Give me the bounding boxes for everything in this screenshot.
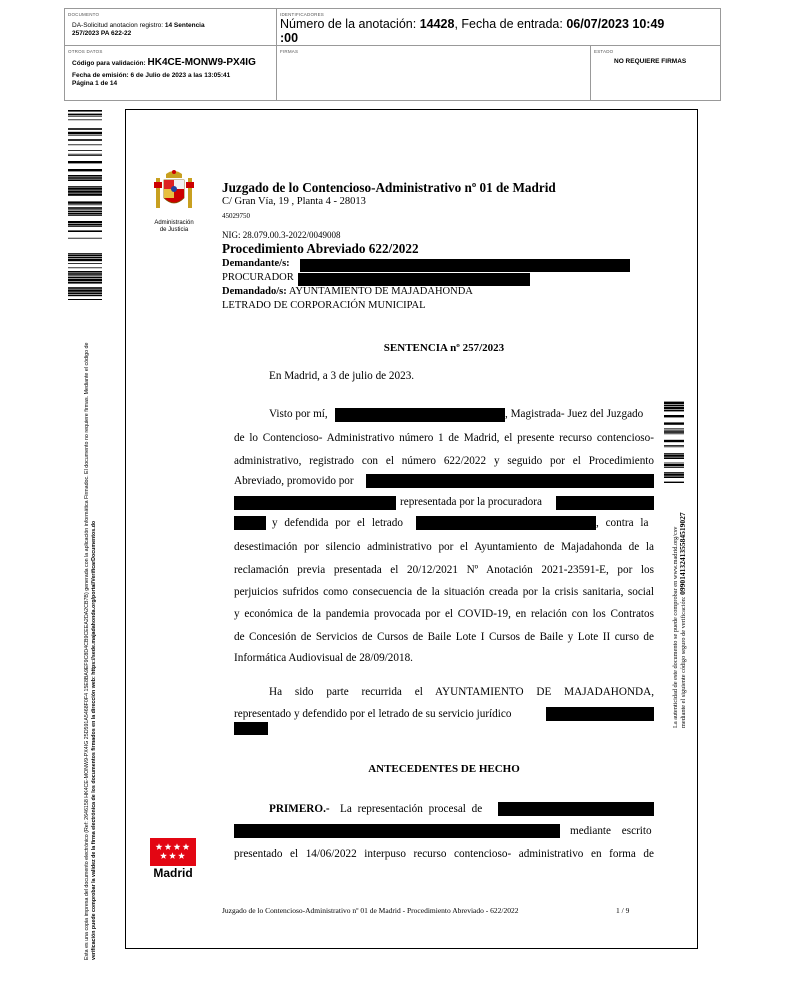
barcode-bar	[664, 457, 684, 459]
fecha-value-continued: :00	[280, 31, 299, 45]
barcode-bar	[68, 110, 102, 112]
documento-bold: 14 Sentencia	[164, 22, 205, 29]
barcode-bar	[68, 238, 102, 239]
p1-magistrada: , Magistrada- Juez del Juzgado	[505, 408, 644, 420]
barcode-bar	[68, 215, 102, 216]
fecha-prefix: , Fecha de entrada:	[454, 17, 563, 31]
nig: NIG: 28.079.00.3-2022/0049008	[222, 230, 341, 240]
admin-line1: Administración	[154, 220, 194, 226]
coat-of-arms-icon	[152, 168, 196, 222]
barcode-bar	[68, 139, 102, 141]
csv-line2	[679, 488, 687, 728]
barcode-bar	[664, 428, 684, 429]
barcode-bar	[68, 177, 102, 179]
redaction-procuradora-cont	[234, 516, 266, 530]
footer-page: 1 / 9	[616, 906, 630, 915]
barcode-bar	[68, 114, 102, 116]
barcode-bar	[68, 179, 102, 181]
barcode-bar	[664, 410, 684, 412]
p2-line1: Ha sido parte recurrida el AYUNTAMIENTO DE MAJADAHONDA,	[269, 686, 654, 698]
codigo-validacion	[72, 57, 256, 68]
barcode-bar	[68, 267, 102, 268]
codigo-prefix: Código para validación:	[72, 60, 146, 67]
redaction-entidad	[234, 496, 396, 510]
p1-line12: Informática Audiovisual de 28/09/2018.	[234, 652, 413, 664]
barcode-bar	[68, 193, 102, 195]
estado-value: NO REQUIERE FIRMAS	[614, 58, 687, 65]
documento-label: DOCUMENTO	[68, 12, 100, 17]
left-verification-line1: Esta es una copia impresa del documento electrónico (Ref: 2646158 HK4CE-MONW9-PX4IG 25D591A5468F0F4 15E8BA9EF9C8D4CB9CEEA2DA2CB7B) generada con la aplicación informática Firmadoc. El documento no requiere firmas. Mediante el código de	[84, 342, 90, 960]
barcode-bar	[68, 257, 102, 259]
left-barcode	[68, 110, 102, 300]
barcode-bar	[68, 209, 102, 210]
barcode-bar	[68, 155, 102, 156]
barcode-bar	[664, 405, 684, 407]
p1-line5: representada por la procuradora	[400, 496, 542, 508]
barcode-bar	[68, 128, 102, 130]
barcode-bar	[68, 254, 102, 256]
barcode-bar	[68, 230, 102, 232]
barcode-bar	[68, 201, 102, 203]
anotacion-prefix: Número de la anotación:	[280, 17, 417, 31]
barcode-bar	[664, 407, 684, 409]
barcode-bar	[664, 402, 684, 404]
p1-line11: de Concesión de Servicios de Cursos de Baile Lote I Cursos de Baile y Lote II curso de	[234, 631, 654, 643]
barcode-bar	[68, 271, 102, 273]
p1-line6a: y defendida por el letrado	[272, 517, 403, 529]
left-verification-text	[84, 290, 98, 960]
barcode-bar	[68, 211, 102, 213]
procedure-title: Procedimiento Abreviado 622/2022	[222, 241, 419, 256]
otros-datos-label: OTROS DATOS	[68, 49, 103, 54]
sentencia-title: SENTENCIA nº 257/2023	[383, 342, 505, 354]
redaction-representacion	[498, 802, 654, 816]
barcode-bar	[68, 263, 102, 264]
p2-line2: representado y defendido por el letrado de su servicio jurídico	[234, 708, 512, 720]
firmas-label: FIRMAS	[280, 49, 299, 54]
barcode-bar	[68, 221, 102, 223]
barcode-bar	[664, 472, 684, 473]
place-date: En Madrid, a 3 de julio de 2023.	[269, 370, 415, 382]
p1-line6b: , contra la	[596, 517, 649, 529]
demandado-label: Demandado/s:	[222, 286, 287, 297]
court-code: 45029750	[222, 212, 250, 220]
court-name: Juzgado de lo Contencioso-Administrativo nº 01 de Madrid	[222, 180, 556, 195]
barcode-bar	[68, 279, 102, 281]
barcode-bar	[664, 431, 684, 433]
barcode-bar	[664, 476, 684, 478]
page-frame	[125, 109, 698, 949]
barcode-bar	[68, 144, 102, 145]
redaction-magistrada	[335, 408, 505, 422]
admin-justicia-label	[146, 220, 202, 234]
redaction-letrado	[416, 516, 596, 530]
barcode-bar	[664, 440, 684, 442]
documento-line2: 257/2023 PA 622-22	[72, 30, 132, 37]
letrado-corporacion: LETRADO DE CORPORACIÓN MUNICIPAL	[222, 300, 426, 311]
barcode-bar	[664, 482, 684, 483]
anotacion-line	[280, 17, 664, 31]
barcode-bar	[68, 226, 102, 227]
madrid-flag-icon	[150, 838, 196, 866]
barcode-bar	[68, 204, 102, 205]
p1-visto: Visto por mí,	[269, 408, 328, 420]
court-address: C/ Gran Vía, 19 , Planta 4 - 28013	[222, 196, 366, 207]
redaction-letrado-juridico-cont	[234, 722, 268, 735]
madrid-label: Madrid	[153, 866, 193, 880]
right-csv-text	[672, 488, 687, 728]
right-barcode	[664, 395, 684, 483]
p1-line4: Abreviado, promovido por	[234, 475, 354, 487]
barcode-bar	[664, 422, 684, 424]
documento-prefix: DA-Solicitud anotacion registro:	[72, 22, 164, 29]
barcode-bar	[68, 187, 102, 189]
barcode-bar	[68, 190, 102, 192]
left-verification-line2: verificación puede comprobar la validez de la firma electrónica de los documentos firmados en la dirección web: https://sede.majadahonda.org/portal/VerificarDocumentos.do	[91, 520, 97, 960]
redaction-procuradora	[556, 496, 654, 510]
redaction-procurador	[298, 273, 530, 286]
barcode-bar	[68, 116, 102, 117]
barcode-bar	[68, 224, 102, 226]
antecedentes-heading: ANTECEDENTES DE HECHO	[368, 763, 520, 775]
barcode-bar	[664, 433, 684, 434]
barcode-bar	[68, 169, 102, 171]
p3-line1: La representación procesal de	[340, 803, 483, 815]
firmas-cell	[276, 45, 591, 101]
redaction-promovido	[366, 474, 654, 488]
barcode-bar	[68, 213, 102, 215]
barcode-bar	[68, 253, 102, 254]
demandante-label: Demandante/s:	[222, 258, 290, 269]
barcode-bar	[664, 467, 684, 468]
p3-line2: mediante escrito	[570, 825, 652, 837]
codigo-value: HK4CE-MONW9-PX4IG	[147, 57, 256, 68]
fecha-value: 06/07/2023 10:49	[566, 17, 665, 31]
documento-line1	[72, 22, 205, 30]
redaction-letrado-juridico	[546, 707, 654, 721]
p3-line3: presentado el 14/06/2022 interpuso recurso contencioso- administrativo en forma de	[234, 848, 654, 860]
barcode-bar	[68, 150, 102, 151]
procurador-label: PROCURADOR	[222, 272, 294, 283]
barcode-bar	[68, 273, 102, 275]
pagina-info: Página 1 de 14	[72, 80, 118, 87]
barcode-bar	[664, 453, 684, 454]
barcode-bar	[68, 207, 102, 209]
barcode-bar	[68, 275, 102, 276]
demandado-line	[222, 286, 473, 297]
barcode-bar	[68, 282, 102, 284]
barcode-bar	[664, 445, 684, 446]
csv-line1: La autenticidad de este documento se puede comprobar en www.madrid.org/csv	[672, 526, 679, 728]
barcode-bar	[68, 161, 102, 163]
p1-line3: administrativo, registrado con el número 622/2022 y seguido por el Procedimiento	[234, 455, 654, 467]
barcode-bar	[68, 119, 102, 120]
barcode-bar	[68, 132, 102, 134]
p1-line2: de lo Contencioso- Administrativo número 1 de Madrid, el presente recurso contencioso-	[234, 432, 654, 444]
csv-code: 0990141324135584519027	[678, 512, 688, 595]
anotacion-number: 14428	[419, 17, 455, 31]
barcode-bar	[664, 430, 684, 431]
redaction-demandante	[300, 259, 630, 272]
barcode-bar	[68, 154, 102, 155]
identificadores-label: IDENTIFICADORES	[280, 12, 325, 17]
csv-line2-text: mediante el siguiente código seguro de verificación:	[680, 596, 688, 728]
admin-line2: de Justicia	[159, 227, 189, 233]
p1-line9: perjuicios sufridos como consecuencia de la situación creada por la crisis sanitaria, social	[234, 586, 654, 598]
barcode-bar	[68, 135, 102, 136]
redaction-representacion-cont	[234, 824, 560, 838]
demandado-value: AYUNTAMIENTO DE MAJADAHONDA	[288, 286, 473, 297]
barcode-bar	[68, 277, 102, 279]
barcode-bar	[664, 464, 684, 466]
barcode-bar	[68, 186, 102, 187]
barcode-bar	[68, 259, 102, 261]
primero-label: PRIMERO.-	[269, 803, 330, 815]
fecha-emision: Fecha de emisión: 6 de Julio de 2023 a las 13:05:41	[72, 72, 231, 79]
barcode-bar	[664, 473, 684, 475]
footer-text: Juzgado de lo Contencioso-Administrativo nº 01 de Madrid - Procedimiento Abreviado - 622/2022	[222, 906, 519, 915]
p1-line10: y económica de la pandemia provocada por el COVID-19, en relación con los Contratos	[234, 608, 654, 620]
barcode-bar	[664, 446, 684, 447]
p1-line8: reclamación previa presentada el 20/12/2021 Nº Anotación 2021-23591-E, por los	[234, 564, 654, 576]
barcode-bar	[664, 454, 684, 456]
estado-label: ESTADO	[594, 49, 614, 54]
p1-line7: desestimación por silencio administrativo por el Ayuntamiento de Majadahonda de la	[234, 541, 654, 553]
barcode-bar	[664, 463, 684, 464]
barcode-bar	[664, 415, 684, 417]
barcode-bar	[68, 175, 102, 177]
barcode-bar	[68, 287, 102, 289]
